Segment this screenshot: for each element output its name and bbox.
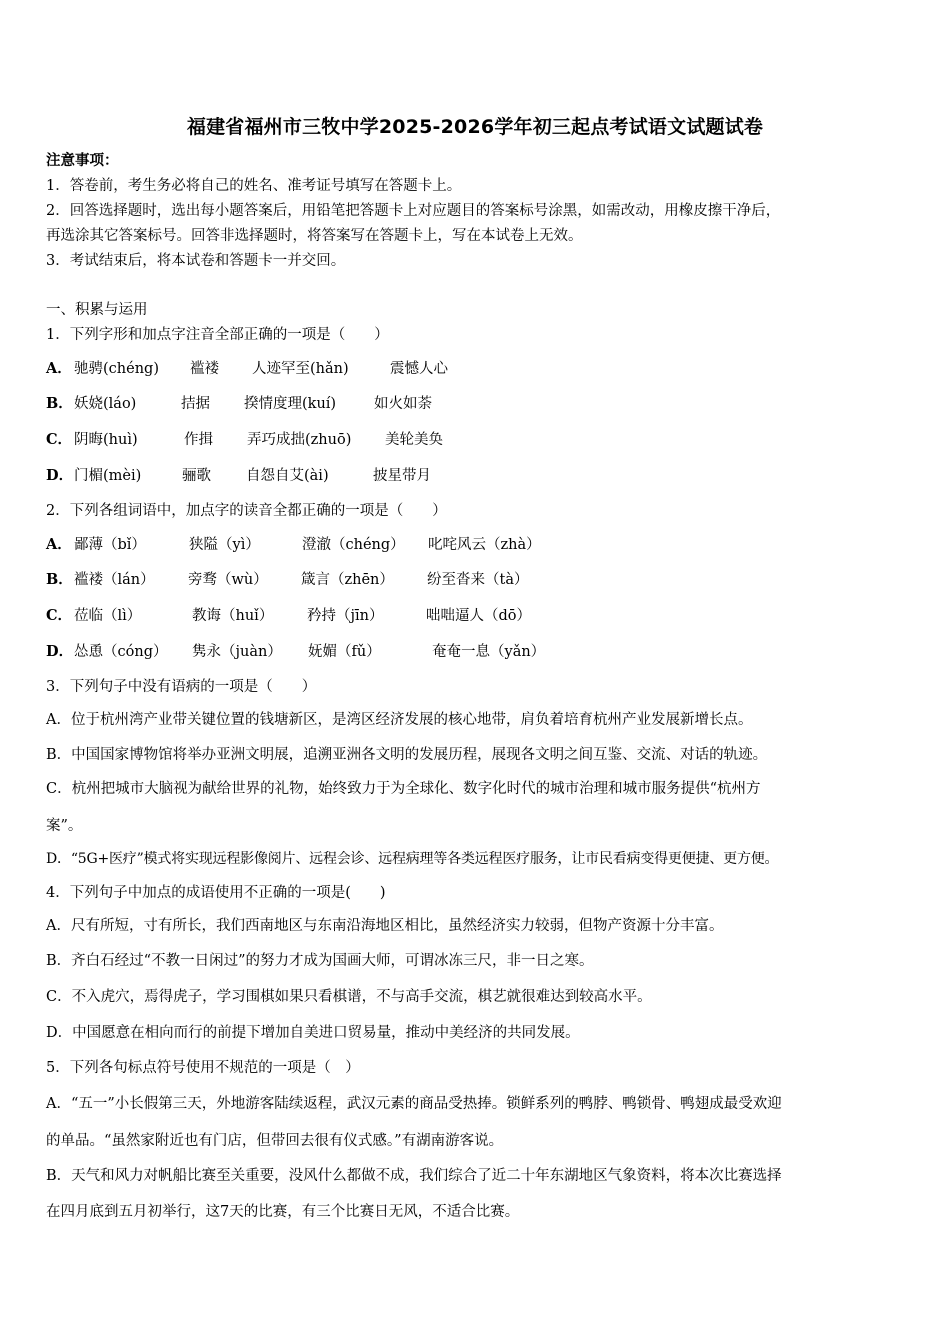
q4-option-d: D．中国愿意在相向而行的前提下增加自美进口贸易量，推动中美经济的共同发展。 bbox=[46, 1025, 580, 1041]
option-item: 门楣(mèi) bbox=[74, 468, 142, 484]
notice-item: 1．答卷前，考生务必将自己的姓名、准考证号填写在答题卡上。 bbox=[46, 178, 462, 194]
option-item: 阴晦(huì) bbox=[74, 432, 138, 448]
option-item: 如火如荼 bbox=[374, 396, 432, 412]
option-label: A． bbox=[46, 360, 72, 377]
option-item: 褴褛 bbox=[190, 361, 219, 377]
option-item: 弄巧成拙(zhuō) bbox=[247, 432, 352, 448]
option-label: C． bbox=[46, 607, 73, 624]
option-item: 揆情度理(kuí) bbox=[244, 396, 337, 412]
q1-option-d bbox=[46, 466, 431, 486]
q2-option-c bbox=[46, 606, 531, 626]
q4-option-b: B．齐白石经过“不教一日闲过”的努力才成为国画大师，可谓冰冻三尺，非一日之寒。 bbox=[46, 953, 594, 969]
option-item: 教诲（huǐ） bbox=[192, 608, 274, 624]
option-item: 骊歌 bbox=[182, 468, 211, 484]
option-item: 披星带月 bbox=[373, 468, 431, 484]
q1-option-c bbox=[46, 430, 443, 450]
option-item: 妖娆(láo) bbox=[74, 396, 137, 412]
q3-option-b: B．中国国家博物馆将举办亚洲文明展，追溯亚洲各文明的发展历程，展现各文明之间互鉴、交流、对话的轨迹。 bbox=[46, 747, 768, 763]
q3-option-a: A．位于杭州湾产业带关键位置的钱塘新区，是湾区经济发展的核心地带，肩负着培育杭州产业发展新增长点。 bbox=[46, 712, 753, 728]
q3-option-c: C．杭州把城市大脑视为献给世界的礼物，始终致力于为全球化、数字化时代的城市治理和城市服务提供“杭州方 bbox=[46, 781, 761, 797]
page-title: 福建省福州市三牧中学2025-2026学年初三起点考试语文试题试卷 bbox=[186, 116, 764, 138]
option-item: 鄙薄（bǐ） bbox=[74, 537, 146, 553]
option-item: 咄咄逼人（dō） bbox=[426, 608, 532, 624]
option-label: B． bbox=[46, 571, 73, 588]
option-item: 隽永（juàn） bbox=[192, 644, 282, 660]
notice-item: 3．考试结束后，将本试卷和答题卡一并交回。 bbox=[46, 253, 346, 269]
option-item: 妩媚（fǔ） bbox=[308, 644, 381, 660]
q4-option-c: C．不入虎穴，焉得虎子，学习围棋如果只看棋谱，不与高手交流，棋艺就很难达到较高水平。 bbox=[46, 989, 652, 1005]
question-3-stem: 3．下列句子中没有语病的一项是（ ） bbox=[46, 679, 317, 695]
q5-option-b: B．天气和风力对帆船比赛至关重要，没风什么都做不成，我们综合了近二十年东湖地区气象资料，将本次比赛选择 bbox=[46, 1168, 782, 1184]
option-item: 旁骛（wù） bbox=[188, 572, 268, 588]
option-item: 奄奄一息（yǎn） bbox=[432, 644, 546, 660]
option-label: D． bbox=[46, 643, 74, 660]
option-item: 作揖 bbox=[184, 432, 213, 448]
q2-option-d bbox=[46, 642, 545, 662]
q1-option-a bbox=[46, 359, 448, 379]
option-label: D． bbox=[46, 467, 74, 484]
option-item: 褴褛（lán） bbox=[74, 572, 155, 588]
option-item: 狭隘（yì） bbox=[189, 537, 260, 553]
option-item: 人迹罕至(hǎn) bbox=[252, 361, 349, 377]
option-item: 拮据 bbox=[181, 396, 210, 412]
option-item: 纷至沓来（tà） bbox=[427, 572, 529, 588]
notice-item: 2．回答选择题时，选出每小题答案后，用铅笔把答题卡上对应题目的答案标号涂黑，如需改动，用橡皮擦干净后， bbox=[46, 203, 781, 219]
q5-option-a-cont: 的单品。“虽然家附近也有门店，但带回去很有仪式感。”有湖南游客说。 bbox=[46, 1133, 504, 1149]
q3-option-c-cont: 案”。 bbox=[46, 818, 83, 834]
option-item: 澄澈（chéng） bbox=[302, 537, 405, 553]
option-label: B． bbox=[46, 395, 73, 412]
q2-option-b bbox=[46, 570, 528, 590]
q5-option-b-cont: 在四月底到五月初举行，这7天的比赛，有三个比赛日无风，不适合比赛。 bbox=[46, 1204, 520, 1220]
option-item: 美轮美奂 bbox=[385, 432, 443, 448]
q2-option-a bbox=[46, 535, 541, 555]
option-label: A． bbox=[46, 536, 72, 553]
notice-item: 再选涂其它答案标号。回答非选择题时，将答案写在答题卡上，写在本试卷上无效。 bbox=[46, 228, 583, 244]
section-heading: 一、积累与运用 bbox=[46, 302, 148, 318]
q4-option-a: A．尺有所短，寸有所长，我们西南地区与东南沿海地区相比，虽然经济实力较弱，但物产资源十分丰富。 bbox=[46, 918, 724, 934]
option-item: 驰骋(chéng) bbox=[74, 361, 159, 377]
option-item: 怂恿（cóng） bbox=[74, 644, 168, 660]
option-item: 矜持（jīn） bbox=[307, 608, 384, 624]
q1-option-b bbox=[46, 394, 432, 414]
option-label: C． bbox=[46, 431, 73, 448]
option-item: 莅临（lì） bbox=[74, 608, 142, 624]
q5-option-a: A．“五一”小长假第三天，外地游客陆续返程，武汉元素的商品受热捧。锁鲜系列的鸭脖、鸭锁骨、鸭翅成最受欢迎 bbox=[46, 1096, 782, 1112]
option-item: 自怨自艾(ài) bbox=[246, 468, 329, 484]
q3-option-d: D．“5G+医疗”模式将实现远程影像阅片、远程会诊、远程病理等各类远程医疗服务，让市民看病变得更便捷、更方便。 bbox=[46, 851, 779, 867]
question-2-stem: 2．下列各组词语中，加点字的读音全都正确的一项是（ ） bbox=[46, 503, 447, 519]
option-item: 叱咤风云（zhà） bbox=[428, 537, 541, 553]
option-item: 箴言（zhēn） bbox=[301, 572, 394, 588]
question-5-stem: 5．下列各句标点符号使用不规范的一项是（ ） bbox=[46, 1060, 360, 1076]
question-1-stem: 1．下列字形和加点字注音全部正确的一项是（ ） bbox=[46, 327, 389, 343]
option-item: 震憾人心 bbox=[390, 361, 448, 377]
notice-heading: 注意事项： bbox=[46, 152, 119, 169]
question-4-stem: 4．下列句子中加点的成语使用不正确的一项是( ) bbox=[46, 885, 386, 901]
